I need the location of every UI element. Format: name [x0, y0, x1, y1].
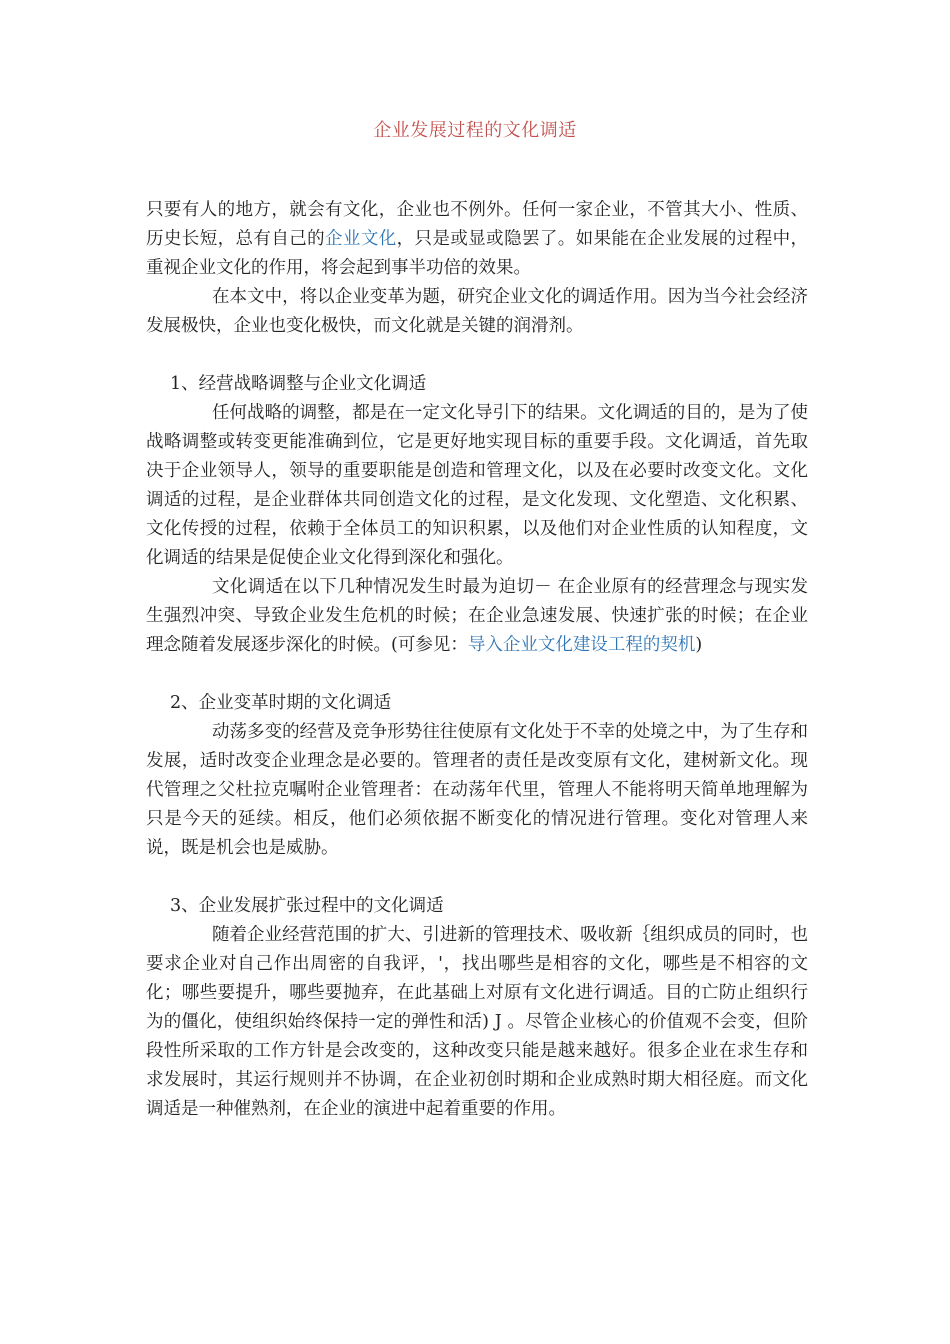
corporate-culture-link[interactable]: 企业文化: [325, 229, 397, 249]
spacer: [146, 660, 808, 689]
section-2-heading: 2、企业变革时期的文化调适: [170, 693, 392, 713]
section-1-text-before-link: 文化调适在以下几种情况发生时最为迫切－ 在企业原有的经营理念与现实发生强烈冲突、导致企业发生危机的时候；在企业急速发展、快速扩张的时候；在企业理念随着发展逐步深化的时候。(可参见：: [146, 577, 808, 655]
intro-text-after-link: ，只是或显或隐罢了。如果能在企业发展的过程中，重视企业文化的作用，将会起到事半功倍的效果。: [146, 229, 809, 278]
section-1-paragraph-1: 任何战略的调整，都是在一定文化导引下的结果。文化调适的目的，是为了使战略调整或转变更能准确到位，它是更好地实现目标的重要手段。文化调适，首先取决于企业领导人，领导的重要职能是创造和管理文化，以及在必要时改变文化。文化调适的过程，是企业群体共同创造文化的过程，是文化发现、文化塑造、文化积累、文化传授的过程，依赖于全体员工的知识积累，以及他们对企业性质的认知程度，文化调适的结果是促使企业文化得到深化和强化。: [146, 403, 808, 568]
spacer: [146, 341, 808, 370]
spacer: [146, 863, 808, 892]
section-3-heading: 3、企业发展扩张过程中的文化调适: [170, 896, 444, 916]
section-1-paragraph-2: [146, 573, 808, 660]
section-2-paragraph-1: 动荡多变的经营及竞争形势往往使原有文化处于不幸的处境之中，为了生存和发展，适时改变企业理念是必要的。管理者的责任是改变原有文化，建树新文化。现代管理之父杜拉克嘱咐企业管理者：在动荡年代里，管理人不能将明天简单地理解为只是今天的延续。相反，他们必须依据不断变化的情况进行管理。变化对管理人来说，既是机会也是威胁。: [146, 722, 808, 858]
intro-paragraph-2: 在本文中，将以企业变革为题，研究企业文化的调适作用。因为当今社会经济发展极快，企业也变化极快，而文化就是关键的润滑剂。: [146, 287, 808, 336]
section-3-paragraph-1: 随着企业经营范围的扩大、引进新的管理技术、吸收新｛组织成员的同时，也要求企业对自己作出周密的自我评，'，找出哪些是相容的文化，哪些是不相容的文化；哪些要提升，哪些要抛弃，在此基础上对原有文化进行调适。目的亡防止组织行为的僵化，使组织始终保持一定的弹性和活) J 。尽管企业核心的价值观不会变，但阶段性所采取的工作方针是会改变的，这种改变只能是越来越好。很多企业在求生存和求发展时，其运行规则并不协调，在企业初创时期和企业成熟时期大相径庭。而文化调适是一种催熟剂，在企业的演进中起着重要的作用。: [146, 925, 808, 1119]
section-1-text-after-link: ): [695, 635, 703, 655]
culture-project-opportunity-link[interactable]: 导入企业文化建设工程的契机: [467, 635, 696, 655]
section-1-heading: 1、经营战略调整与企业文化调适: [170, 374, 427, 394]
document-body: [146, 196, 808, 1124]
intro-text-before-link: 只要有人的地方，就会有文化，企业也不例外。任何一家企业，不管其大小、性质、历史长短，总有自己的: [146, 200, 808, 249]
intro-paragraph-1: [146, 196, 808, 283]
document-title: 企业发展过程的文化调适: [373, 120, 577, 141]
